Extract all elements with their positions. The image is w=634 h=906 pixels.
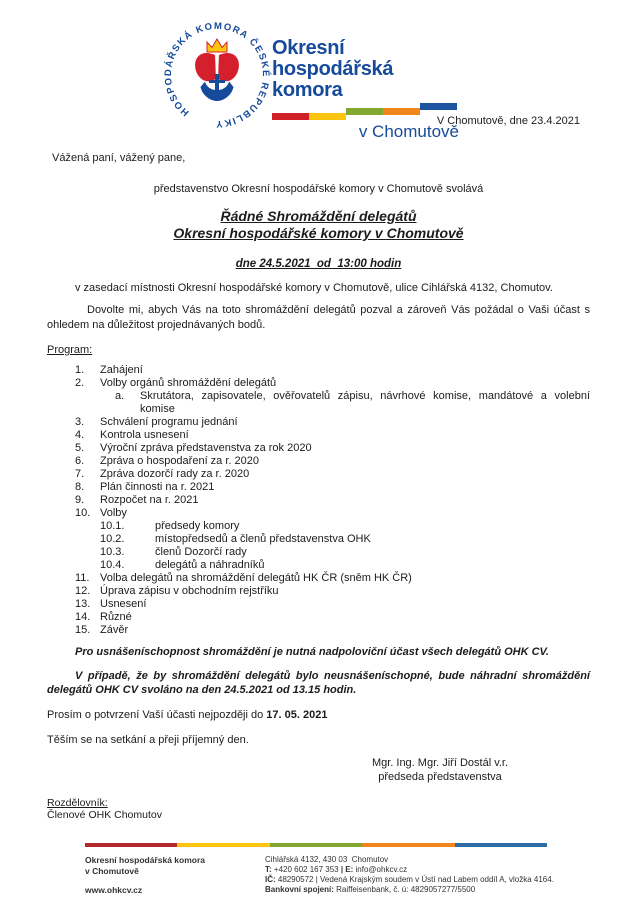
program-item: 8. Plán činnosti na r. 2021 bbox=[75, 481, 215, 493]
footer-contact-line: Cihlářská 4132, 430 03 Chomutov bbox=[265, 855, 389, 864]
footer-bar-segment bbox=[85, 843, 177, 847]
program-item: 2. Volby orgánů shromáždění delegátů bbox=[75, 377, 277, 389]
program-item: 10.4. delegátů a náhradníků bbox=[100, 559, 265, 571]
program-item: 11. Volba delegátů na shromáždění delegátů HK ČR (sněm HK ČR) bbox=[75, 572, 412, 584]
invitation-paragraph: Dovolte mi, abych Vás na toto shromáždění delegátů pozval a zároveň Vás požádal o Vaši účast s ohledem na důležitost projednávaných bodů. bbox=[47, 304, 590, 331]
footer-contact-block bbox=[265, 855, 554, 896]
confirmation-text: Prosím o potvrzení Vaší účasti nejpozději do bbox=[47, 709, 267, 721]
footer-contact-line: T: +420 602 167 353 | E: info@ohkcv.cz bbox=[265, 865, 408, 874]
footer-bar-segment bbox=[177, 843, 269, 847]
program-item: 9. Rozpočet na r. 2021 bbox=[75, 494, 199, 506]
program-item: 10.1. předsedy komory bbox=[100, 520, 240, 532]
program-item: 12. Úprava zápisu v obchodním rejstříku bbox=[75, 585, 279, 597]
letter-title bbox=[47, 208, 590, 242]
signature-role: předseda představenstva bbox=[378, 771, 502, 783]
signature-name: Mgr. Ing. Mgr. Jiří Dostál v.r. bbox=[371, 757, 509, 769]
fallback-note: V případě, že by shromáždění delegátů bylo neusnášeníschopné, bude náhradní shromáždění delegátů OHK CV svoláno na den 24.5.2021 od 13.15 hodin. bbox=[47, 670, 590, 696]
program-list bbox=[47, 364, 590, 637]
logo-name-line1: Okresní hospodářská bbox=[272, 37, 394, 80]
program-label: Program: bbox=[47, 344, 93, 356]
footer-bar-segment bbox=[455, 843, 547, 847]
logo-text bbox=[272, 38, 462, 142]
signature-block bbox=[330, 756, 550, 784]
letter-title-line2: Okresní hospodářské komory v Chomutově bbox=[173, 225, 464, 241]
footer-bar-segment bbox=[270, 843, 362, 847]
program-item: 14. Různé bbox=[75, 611, 132, 623]
confirmation-deadline: 17. 05. 2021 bbox=[266, 709, 328, 721]
program-item: 4. Kontrola usnesení bbox=[75, 429, 189, 441]
footer-org-block bbox=[85, 855, 265, 896]
emblem-wings-icon bbox=[195, 53, 216, 81]
anchor-crossbar bbox=[209, 80, 225, 83]
letter-title-line1: Řádné Shromáždění delegátů bbox=[220, 208, 417, 224]
logo-subtitle: v Chomutově bbox=[358, 122, 459, 141]
salutation: Vážená paní, vážený pane, bbox=[52, 152, 186, 164]
program-item: 10. Volby bbox=[75, 507, 127, 519]
brand-color-bar bbox=[272, 103, 457, 120]
program-item: 1. Zahájení bbox=[75, 364, 143, 376]
program-item: 3. Schválení programu jednání bbox=[75, 416, 238, 428]
meeting-datetime: dne 24.5.2021 od 13:00 hodin bbox=[235, 258, 402, 270]
page-footer bbox=[85, 843, 585, 896]
distribution-label: Rozdělovník: bbox=[47, 797, 108, 809]
footer-color-bar bbox=[85, 843, 547, 847]
program-item: a. Skrutátora, zapisovatele, ověřovatelů zápisu, návrhové komise, mandátové a volební komise bbox=[115, 390, 590, 415]
program-item: 5. Výroční zpráva představenstva za rok 2020 bbox=[75, 442, 312, 454]
program-item: 10.3. členů Dozorčí rady bbox=[100, 546, 247, 558]
letterhead bbox=[47, 18, 590, 141]
quorum-note: Pro usnášeníschopnost shromáždění je nutná nadpoloviční účast všech delegátů OHK CV. bbox=[75, 646, 549, 658]
chamber-emblem-logo bbox=[160, 18, 274, 132]
program-item: 10.2. místopředsedů a členů představenstva OHK bbox=[100, 533, 371, 545]
dateline: V Chomutově, dne 23.4.2021 bbox=[436, 115, 580, 127]
footer-contact-line: IČ: 48290572 | Vedená Krajským soudem v Ústí nad Labem oddíl A, vložka 4164. bbox=[265, 875, 554, 884]
emblem-ring-text: HOSPODÁŘSKÁ KOMORA ČESKÉ REPUBLIKY bbox=[162, 20, 272, 130]
logo-name-line2: komora bbox=[272, 79, 343, 101]
intro-line: představenstvo Okresní hospodářské komory v Chomutově svolává bbox=[153, 183, 484, 195]
footer-org-line2: v Chomutově bbox=[85, 865, 139, 876]
footer-bar-segment bbox=[362, 843, 454, 847]
crown-icon bbox=[207, 39, 227, 52]
emblem-wings-icon bbox=[218, 53, 239, 81]
program-item: 15. Závěr bbox=[75, 624, 129, 636]
footer-website: www.ohkcv.cz bbox=[85, 885, 143, 895]
confirmation-request bbox=[47, 709, 590, 721]
program-item: 13. Usnesení bbox=[75, 598, 147, 610]
footer-contact-line: Bankovní spojení: Raiffeisenbank, č. ú: 4829057277/5500 bbox=[265, 885, 476, 894]
closing-line: Těším se na setkání a přeji příjemný den. bbox=[47, 734, 249, 746]
distribution-block bbox=[47, 798, 162, 821]
program-item: 7. Zpráva dozorčí rady za r. 2020 bbox=[75, 468, 250, 480]
footer-org-line1: Okresní hospodářská komora bbox=[85, 855, 205, 865]
distribution-value: Členové OHK Chomutov bbox=[47, 808, 162, 821]
meeting-venue: v zasedací místnosti Okresní hospodářské komory v Chomutově, ulice Cihlářská 4132, Chomutov. bbox=[75, 282, 553, 294]
program-item: 6. Zpráva o hospodaření za r. 2020 bbox=[75, 455, 259, 467]
